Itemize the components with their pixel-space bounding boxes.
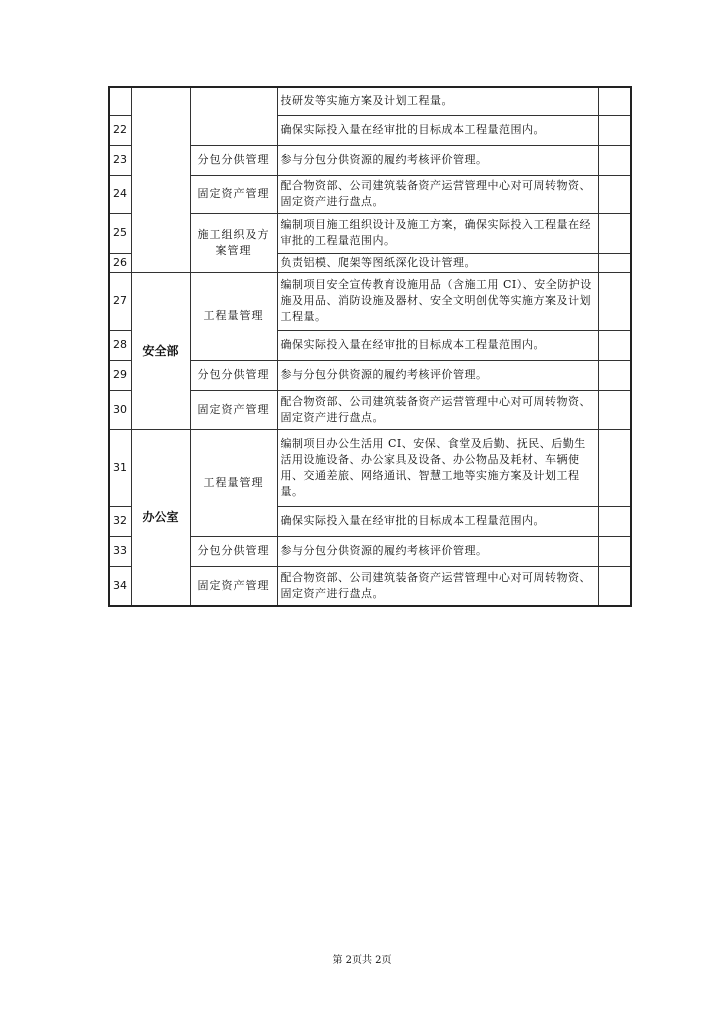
remark-cell [598, 145, 631, 175]
description-cell: 配合物资部、公司建筑装备资产运营管理中心对可周转物资、固定资产进行盘点。 [277, 566, 598, 606]
row-number: 29 [109, 360, 131, 390]
page-footer: 第 2页共 2页 [332, 955, 392, 966]
row-number: 31 [109, 429, 131, 506]
category-cell: 分包分供管理 [190, 536, 277, 566]
category-cell: 分包分供管理 [190, 360, 277, 390]
row-number: 23 [109, 145, 131, 175]
remark-cell [598, 115, 631, 145]
remark-cell [598, 536, 631, 566]
description-cell: 确保实际投入量在经审批的目标成本工程量范围内。 [277, 330, 598, 360]
description-cell: 参与分包分供资源的履约考核评价管理。 [277, 360, 598, 390]
row-number: 32 [109, 506, 131, 536]
category-cell: 固定资产管理 [190, 566, 277, 606]
description-cell: 配合物资部、公司建筑装备资产运营管理中心对可周转物资、固定资产进行盘点。 [277, 390, 598, 429]
remark-cell [598, 253, 631, 272]
row-number: 26 [109, 253, 131, 272]
row-number: 28 [109, 330, 131, 360]
category-cell: 固定资产管理 [190, 390, 277, 429]
remark-cell [598, 175, 631, 213]
remark-cell [598, 272, 631, 330]
row-number: 33 [109, 536, 131, 566]
category-cell [190, 87, 277, 145]
row-number: 22 [109, 115, 131, 145]
department-safety: 安全部 [131, 272, 190, 429]
description-cell: 编制项目安全宣传教育设施用品（含施工用 CI）、安全防护设施及用品、消防设施及器材、安全文明创优等实施方案及计划工程量。 [277, 272, 598, 330]
responsibility-table [108, 86, 632, 607]
category-cell: 分包分供管理 [190, 145, 277, 175]
description-cell: 确保实际投入量在经审批的目标成本工程量范围内。 [277, 506, 598, 536]
row-number: 25 [109, 213, 131, 253]
category-cell: 工程量管理 [190, 429, 277, 536]
department-office: 办公室 [131, 429, 190, 606]
row-number: 34 [109, 566, 131, 606]
category-cell: 固定资产管理 [190, 175, 277, 213]
description-cell: 技研发等实施方案及计划工程量。 [277, 87, 598, 115]
description-cell: 确保实际投入量在经审批的目标成本工程量范围内。 [277, 115, 598, 145]
row-number: 24 [109, 175, 131, 213]
table-row [109, 87, 631, 115]
department-cell-prev [131, 87, 190, 272]
description-cell: 配合物资部、公司建筑装备资产运营管理中心对可周转物资、固定资产进行盘点。 [277, 175, 598, 213]
row-number: 27 [109, 272, 131, 330]
remark-cell [598, 506, 631, 536]
remark-cell [598, 87, 631, 115]
description-cell: 编制项目办公生活用 CI、安保、食堂及后勤、抚民、后勤生活用设施设备、办公家具及设备、办公物品及耗材、车辆使用、交通差旅、网络通讯、智慧工地等实施方案及计划工程量。 [277, 429, 598, 506]
row-number: 30 [109, 390, 131, 429]
table-row [109, 272, 631, 330]
remark-cell [598, 429, 631, 506]
category-cell: 工程量管理 [190, 272, 277, 360]
description-cell: 参与分包分供资源的履约考核评价管理。 [277, 145, 598, 175]
description-cell: 编制项目施工组织设计及施工方案，确保实际投入工程量在经审批的工程量范围内。 [277, 213, 598, 253]
remark-cell [598, 213, 631, 253]
remark-cell [598, 566, 631, 606]
table-row [109, 429, 631, 506]
category-cell: 施工组织及方案管理 [190, 213, 277, 272]
remark-cell [598, 330, 631, 360]
description-cell: 参与分包分供资源的履约考核评价管理。 [277, 536, 598, 566]
row-number [109, 87, 131, 115]
description-cell: 负责铝模、爬架等图纸深化设计管理。 [277, 253, 598, 272]
remark-cell [598, 360, 631, 390]
remark-cell [598, 390, 631, 429]
